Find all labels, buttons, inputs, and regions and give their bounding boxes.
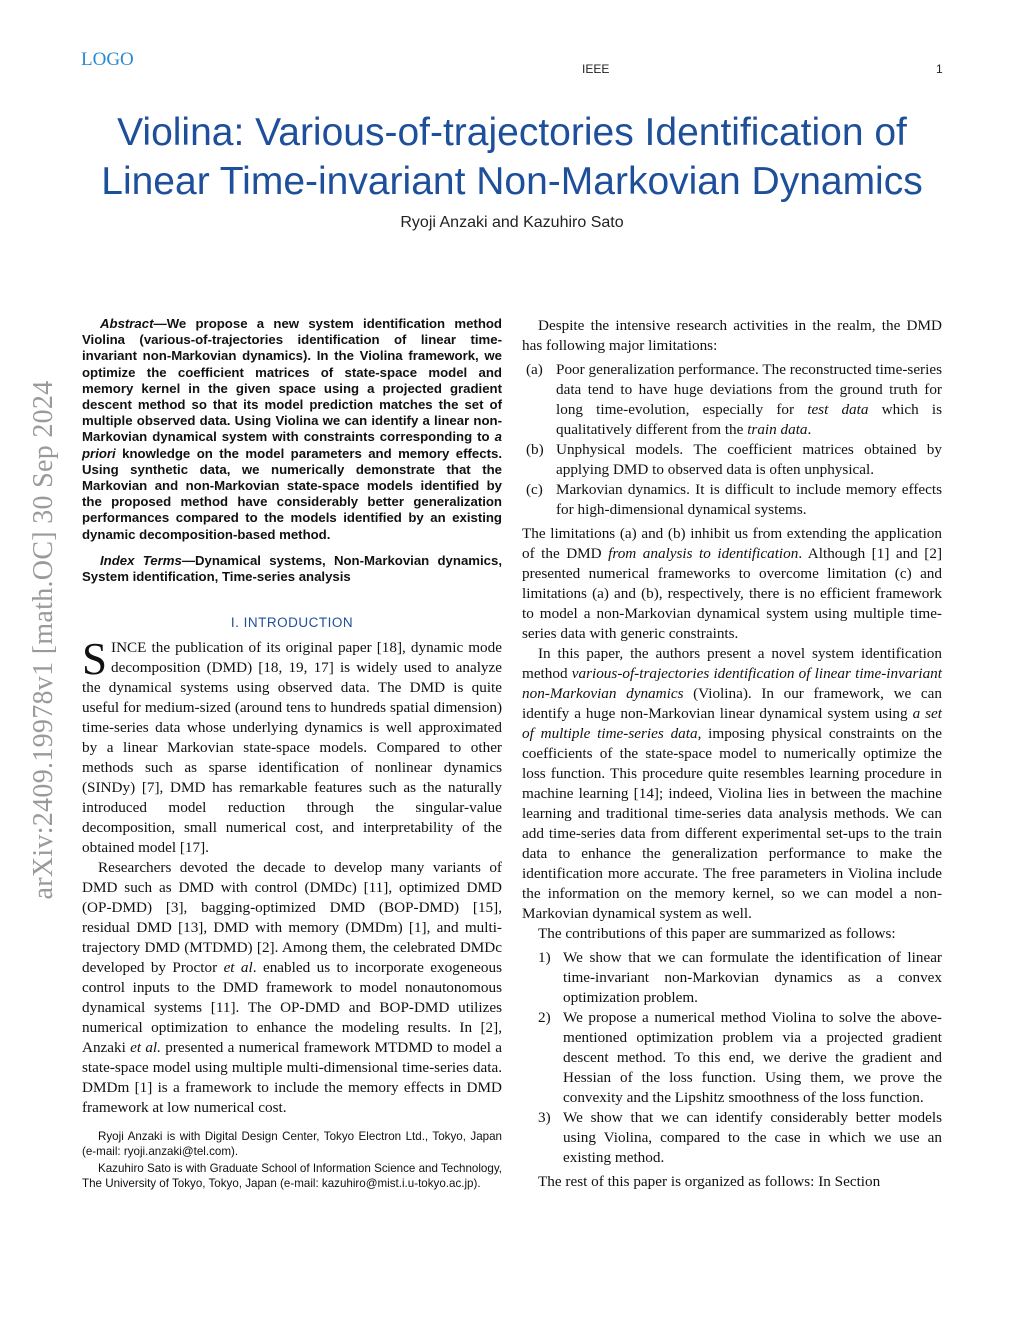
running-head: IEEE <box>582 62 610 76</box>
limitation-item <box>522 480 942 520</box>
limitation-item <box>522 440 942 480</box>
list-marker: (a) <box>526 361 543 378</box>
paper-text-a: In this paper, the authors present a novel system identification method <box>522 645 942 682</box>
limits-text-b: . Although [1] and [2] presented numerical frameworks to overcome limitation (c) and limitations (a) and (b), respectively, there is no efficient framework to model a non-Markovian dynamical system using multiple time-series data with generic constraints. <box>522 545 942 642</box>
intro-p2-etal-2: et al. <box>130 1039 161 1057</box>
intro-p1-text: the publication of its original paper [18], dynamic mode decomposition (DMD) [18, 19, 17] is widely used to analyze the dynamical systems using observed data. The DMD is quite useful for medium-sized (around tens to hundreds spatial dimension) time-series data whose underlying dynamics is well approximated by a linear Markovian state-space models. Compared to other methods such as sparse identification of nonlinear dynamics (SINDy) [7], DMD has remarkable features such as the naturally introduced model reduction through the singular-value decomposition, small numerical cost, and interpretability of the obtained model [17]. <box>82 639 502 857</box>
abstract <box>82 316 502 543</box>
limitation-b-text: Unphysical models. The coefficient matrices obtained by applying DMD to observed data is often unphysical. <box>556 441 942 478</box>
footnotes <box>82 1130 502 1191</box>
paper-text-b: (Violina). In our framework, we can identify a huge non-Markovian linear dynamical system using <box>522 685 942 722</box>
limits-em: from analysis to identification <box>608 545 799 562</box>
list-marker: 3) <box>538 1109 551 1126</box>
right-column <box>522 316 942 1192</box>
limitations-list <box>522 360 942 520</box>
contribution-item <box>522 1008 942 1108</box>
paper-em-2: a set of multiple time-series data <box>522 705 942 742</box>
contributions-list <box>522 948 942 1168</box>
intro-paragraph-2 <box>82 858 502 1118</box>
title-line-1: Violina: Various-of-trajectories Identification of <box>117 111 907 154</box>
limitation-a-text-c: . <box>807 421 812 438</box>
intro-p2-a: Researchers devoted the decade to develop many variants of DMD such as DMD with control (DMDc) [11], optimized DMD (OP-DMD) [3], bagging-optimized DMD (BOP-DMD) [15], residual DMD [13], DMD with memory (DMDm) [1], and multi-trajectory DMD (MTDMD) [2]. Among them, the celebrated DMDc developed by Proctor <box>82 859 502 977</box>
limitation-a-em-2: train data <box>747 421 808 438</box>
limitation-a-em-1: test data <box>807 401 869 418</box>
paper-em-1: various-of-trajectories identification of linear time-invariant non-Markovian dynamics <box>522 665 942 702</box>
limitation-c-text: Markovian dynamics. It is difficult to include memory effects for high-dimensional dynamical systems. <box>556 481 942 518</box>
contributions-intro: The contributions of this paper are summarized as follows: <box>538 925 896 942</box>
abstract-text-b: knowledge on the model parameters and memory effects. Using synthetic data, we numerically demonstrate that the Markovian and non-Markovian state-space models identified by the proposed method have considerably better generalization performances compared to the models identified by an existing dynamic decomposition-based method. <box>82 445 502 542</box>
logo: LOGO <box>81 49 134 70</box>
limitations-paragraph <box>522 524 942 644</box>
abstract-dash: — <box>153 316 167 331</box>
limitation-item <box>522 360 942 440</box>
contribution-item <box>522 1108 942 1168</box>
list-marker: 2) <box>538 1009 551 1026</box>
list-marker: (b) <box>526 441 544 458</box>
list-marker: 1) <box>538 949 551 966</box>
arxiv-stamp-text: arXiv:2409.19978v1 [math.OC] 30 Sep 2024 <box>28 380 59 900</box>
index-terms-dash: — <box>181 552 195 568</box>
section-number: I. <box>230 615 240 631</box>
limitation-a-text-b: which is qualitatively different from the <box>556 401 942 438</box>
abstract-text-a: We propose a new system identification method Violina (various-of-trajectories identification of linear time-invariant non-Markovian dynamics). In the Violina framework, we optimize the coefficient matrices of state-space model and memory kernel in the given space using a projected gradient descent method so that its model prediction matches the set of multiple observed data. Using Violina we can identify a linear non-Markovian dynamical system with constraints corresponding to <box>82 316 502 445</box>
index-terms <box>82 553 502 585</box>
contribution-text: We show that we can formulate the identification of linear time-invariant non-Markovian dynamics as a convex optimization problem. <box>563 949 942 1006</box>
contribution-text: We show that we can identify considerably better models using Violina, compared to the case in which we use an existing method. <box>563 1109 942 1166</box>
index-terms-label: Index Terms <box>100 552 182 568</box>
dropcap: S <box>82 634 108 685</box>
paper-text-c: , imposing physical constraints on the coefficients of the state-space model to numerically optimize the loss function. This procedure quite resembles learning procedure in machine learning [14]; indeed, Violina lies in between the machine learning and traditional time-series data analysis methods. We can add time-series data from different experimental set-ups to the train data to enhance the generalization performance to make the identification more accurate. The free parameters in Violina include the information on the memory kernel, so we can model a non-Markovian dynamical system as well. <box>522 725 942 922</box>
authors: Ryoji Anzaki and Kazuhiro Sato <box>400 214 624 231</box>
contribution-item <box>522 948 942 1008</box>
footnote-1: Ryoji Anzaki is with Digital Design Center, Tokyo Electron Ltd., Tokyo, Japan (e-mail: ryoji.anzaki@tel.com). <box>82 1130 502 1158</box>
intro-p2-b: . enabled us to incorporate exogeneous control inputs to the DMD framework to model nonautonomous dynamical systems [11]. The OP-DMD and BOP-DMD utilizes numerical optimization to enhance the modeling results. In [2], Anzaki <box>82 959 503 1057</box>
paper-title <box>40 108 984 206</box>
abstract-italic: a priori <box>82 429 502 461</box>
list-marker: (c) <box>526 481 543 498</box>
section-title: INTRODUCTION <box>243 615 354 631</box>
limits-text-a: The limitations (a) and (b) inhibit us from extending the application of the DMD <box>522 525 942 562</box>
paper-paragraph <box>522 644 942 924</box>
limitation-a-text-a: Poor generalization performance. The reconstructed time-series data tend to have huge deviations from the ground truth for long time-evolution, especially for <box>556 361 942 418</box>
intro-paragraph-1 <box>82 634 502 858</box>
index-terms-text: Dynamical systems, Non-Markovian dynamics, System identification, Time-series analysis <box>82 552 502 585</box>
rest-of-paper: The rest of this paper is organized as follows: In Section <box>538 1173 881 1190</box>
intro-p2-etal-1: et al <box>223 959 253 977</box>
dropcap-rest: INCE <box>111 639 147 657</box>
footnote-2: Kazuhiro Sato is with Graduate School of Information Science and Technology, The University of Tokyo, Tokyo, Japan (e-mail: kazuhiro@mist.i.u-tokyo.ac.jp). <box>82 1162 502 1190</box>
intro-p2-c: presented a numerical framework MTDMD to model a state-space model using multiple multi-dimensional time-series data. DMDm [1] is a framework to include the memory effects in DMD framework at low numerical cost. <box>82 1039 503 1117</box>
title-line-2: Linear Time-invariant Non-Markovian Dynamics <box>101 160 923 203</box>
left-column <box>82 316 502 1191</box>
limitations-intro: Despite the intensive research activities in the realm, the DMD has following major limitations: <box>522 317 942 354</box>
section-heading <box>82 615 502 630</box>
abstract-label: Abstract <box>100 316 154 331</box>
page-number: 1 <box>936 62 943 76</box>
contribution-text: We propose a numerical method Violina to solve the above-mentioned optimization problem via a projected gradient descent method. To this end, we derive the gradient and Hessian of the loss function. Using them, we prove the convexity and the Lipshitz smoothness of the loss function. <box>563 1009 942 1106</box>
